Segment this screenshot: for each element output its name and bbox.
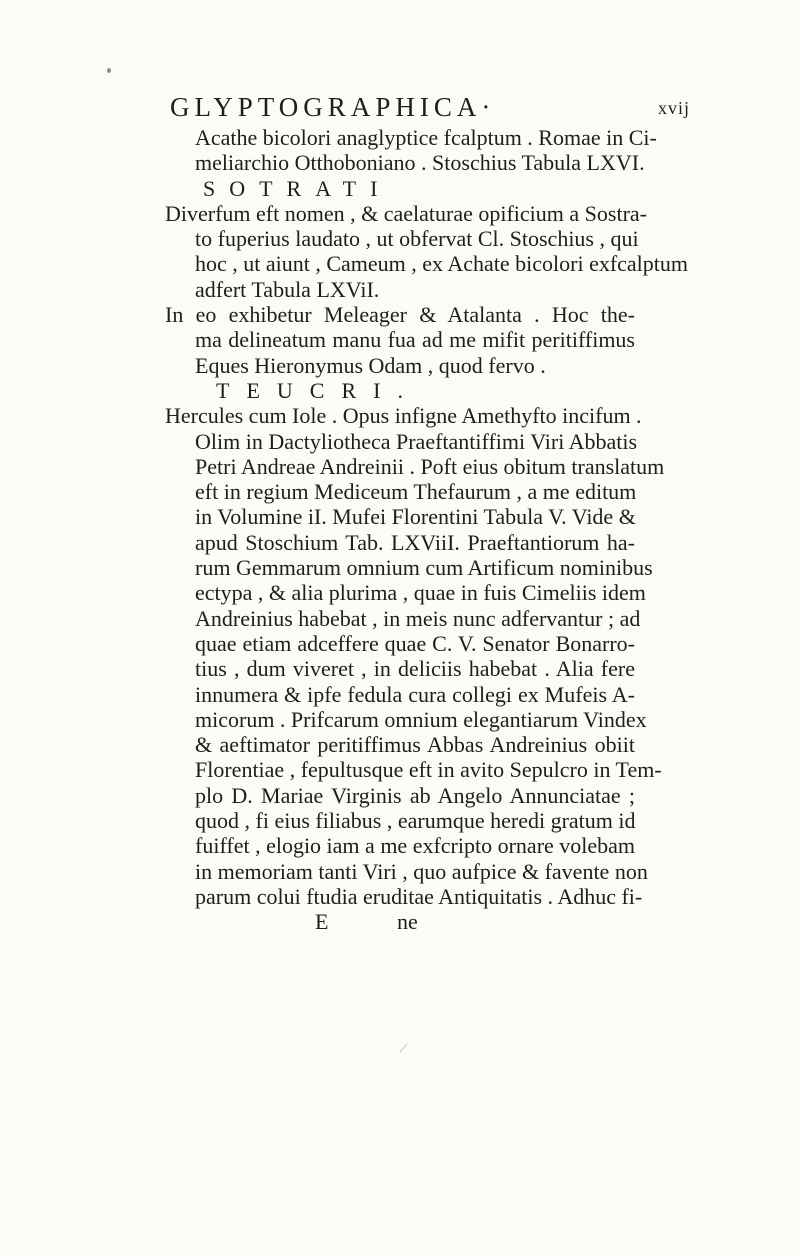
section-heading-teucri <box>165 378 635 403</box>
text-line-6 <box>165 251 689 277</box>
heading-text: SOTRATI <box>203 175 392 201</box>
running-title: GLYPTOGRAPHICA· <box>170 92 496 122</box>
line-text: in memoriam tanti Viri , quo aufpice & favente non <box>195 858 648 884</box>
text-line-28 <box>165 808 635 833</box>
text-line-30 <box>165 858 648 884</box>
line-text: apud Stoschium Tab. LXViiI. Praeftantiorum ha- <box>195 529 635 555</box>
line-text: micorum . Prifcarum omnium elegantiarum Vindex <box>195 706 647 732</box>
line-text: hoc , ut aiunt , Cameum , ex Achate bicolori exfcalptum <box>195 251 689 277</box>
text-line-31 <box>165 883 643 909</box>
heading-text: TEUCRI. <box>216 377 420 403</box>
line-text: Olim in Dactyliotheca Praeftantiffimi Viri Abbatis <box>195 428 638 454</box>
text-line-10 <box>165 353 635 378</box>
line-text: Petri Andreae Andreinii . Poft eius obitum translatum <box>195 453 665 479</box>
text-line-17 <box>165 530 635 555</box>
line-text: Eques Hieronymus Odam , quod fervo . <box>195 352 546 378</box>
line-text: Acathe bicolori anaglyptice fcalptum . Romae in Ci- <box>195 125 657 150</box>
line-text: to fuperius laudato , ut obfervat Cl. Stoschius , qui <box>195 226 639 252</box>
text-line-14 <box>165 453 665 479</box>
line-text: tius , dum viveret , in deliciis habebat . Alia fere <box>195 656 635 682</box>
text-line-7 <box>165 277 635 302</box>
line-text: adfert Tabula LXViI. <box>195 276 380 302</box>
text-line-9 <box>165 327 635 352</box>
text-line-21 <box>165 631 635 656</box>
text-line-13 <box>165 428 638 454</box>
text-line-25 <box>165 732 635 757</box>
text-line-16 <box>165 504 635 529</box>
line-text: & aeftimator peritiffimus Abbas Andreinius obiit <box>195 732 635 758</box>
line-text: in Volumine iI. Mufei Florentini Tabula V. Vide & <box>195 504 636 530</box>
signature-mark: E <box>315 909 329 935</box>
line-text: Florentiae , fepultusque eft in avito Sepulcro in Tem- <box>195 757 662 783</box>
text-line-19 <box>165 580 646 606</box>
text-line-15 <box>165 479 635 504</box>
main-text <box>165 125 689 935</box>
text-line-2 <box>165 150 645 176</box>
text-line-29 <box>165 833 635 858</box>
text-line-4 <box>165 200 647 226</box>
text-line-20 <box>165 605 641 631</box>
line-text: quod , fi eius filiabus , earumque heredi gratum id <box>195 808 636 834</box>
text-line-27 <box>165 783 635 808</box>
text-line-26 <box>165 757 662 783</box>
text-line-5 <box>165 226 639 252</box>
catch-line <box>165 909 635 934</box>
ink-spot <box>107 68 111 73</box>
section-heading-sotrati <box>165 176 635 201</box>
line-text: ectypa , & alia plurima , quae in fuis Cimeliis idem <box>195 580 646 606</box>
text-line-18 <box>165 555 653 581</box>
line-text: quae etiam adceffere quae C. V. Senator Bonarro- <box>195 630 635 656</box>
catchword: ne <box>397 909 418 935</box>
line-text: plo D. Mariae Virginis ab Angelo Annunciatae ; <box>195 782 635 808</box>
page-number: xvij <box>658 98 691 118</box>
line-text: Andreinius habebat , in meis nunc adfervantur ; ad <box>195 605 641 631</box>
line-text: eft in regium Mediceum Thefaurum , a me editum <box>195 479 637 505</box>
line-text: meliarchio Otthoboniano . Stoschius Tabula LXVI. <box>195 150 645 176</box>
line-text: In eo exhibetur Meleager & Atalanta . Hoc the- <box>165 302 635 328</box>
line-text: ma delineatum manu fua ad me mifit peritiffimus <box>195 327 635 353</box>
line-text: fuiffet , elogio iam a me exfcripto ornare volebam <box>195 833 636 859</box>
text-line-24 <box>165 706 647 732</box>
text-line-23 <box>165 682 635 707</box>
paper-mark <box>399 1043 407 1053</box>
line-text: Hercules cum Iole . Opus infigne Amethyfto incifum . <box>165 403 642 429</box>
text-line-8 <box>165 302 635 327</box>
text-line-22 <box>165 656 635 681</box>
line-text: innumera & ipfe fedula cura collegi ex Mufeis A- <box>195 681 635 707</box>
line-text: Diverfum eft nomen , & caelaturae opificium a Sostra- <box>165 200 647 226</box>
line-text: parum colui ftudia eruditae Antiquitatis . Adhuc fi- <box>195 883 643 909</box>
text-line-12 <box>165 403 642 429</box>
text-line-1 <box>165 125 657 150</box>
line-text: rum Gemmarum omnium cum Artificum nominibus <box>195 555 653 581</box>
